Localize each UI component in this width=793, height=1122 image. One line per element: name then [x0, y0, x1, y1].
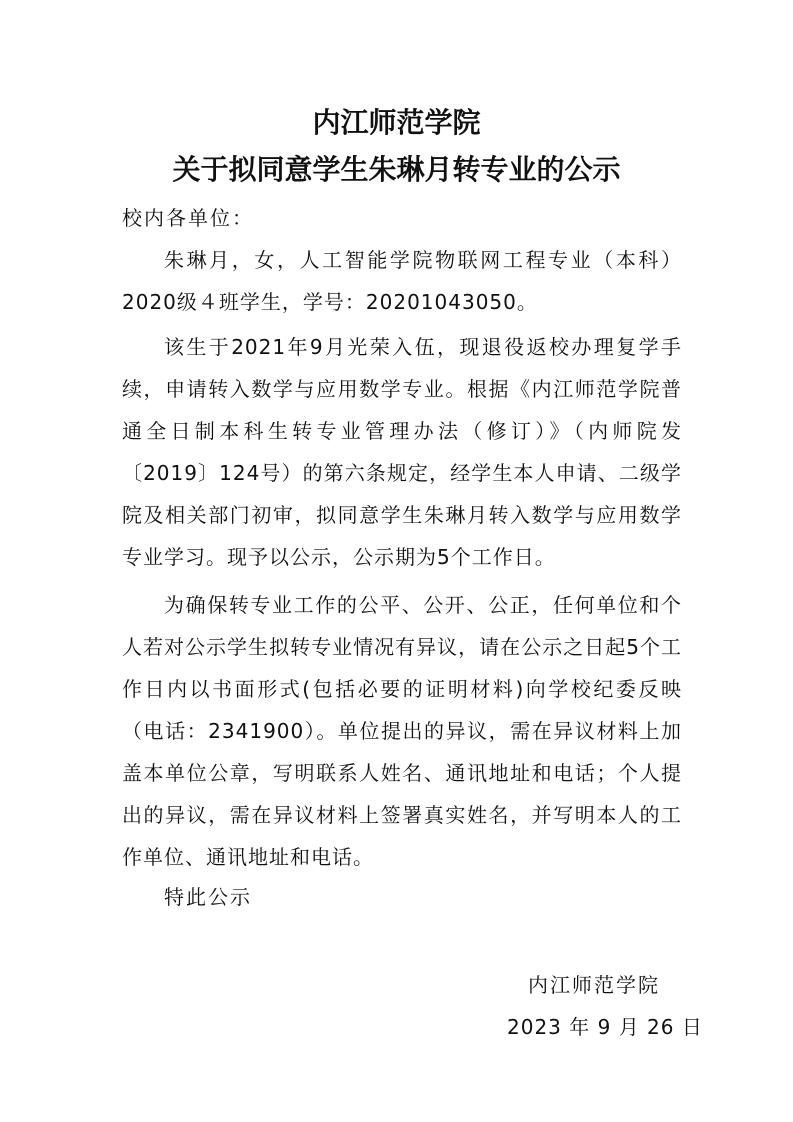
closing-statement: 特此公示 [164, 885, 252, 909]
document-title-subject: 关于拟同意学生朱琳月转专业的公示 [172, 153, 621, 186]
signature-organization: 内江师范学院 [528, 973, 660, 997]
paragraph-objection-procedure: 为确保转专业工作的公平、公开、公正，任何单位和个人若对公示学生拟转专业情况有异议，请在公示之日起5个工作日内以书面形式(包括必要的证明材料)向学校纪委反映（电话：2341900）。单位提出的异议，需在异议材料上加盖本单位公章，写明联系人姓名、通讯地址和电话；个人提出的异议，需在异议材料上签署真实姓名，并写明本人的工作单位、通讯地址和电话。 [122, 593, 682, 869]
document-title-org: 内江师范学院 [312, 106, 481, 139]
paragraph-student-info: 朱琳月，女，人工智能学院物联网工程专业（本科）2020级４班学生，学号：20201043050。 [122, 248, 682, 314]
salutation: 校内各单位： [122, 206, 254, 230]
signature-date: 2023 年 9 月 26 日 [507, 1015, 703, 1039]
paragraph-transfer-details: 该生于2021年9月光荣入伍，现退役返校办理复学手续，申请转入数学与应用数学专业。根据《内江师范学院普通全日制本科生转专业管理办法（修订）》（内师院发〔2019〕124号）的第六条规定，经学生本人申请、二级学院及相关部门初审，拟同意学生朱琳月转入数学与应用数学专业学习。现予以公示，公示期为5个工作日。 [122, 335, 682, 569]
